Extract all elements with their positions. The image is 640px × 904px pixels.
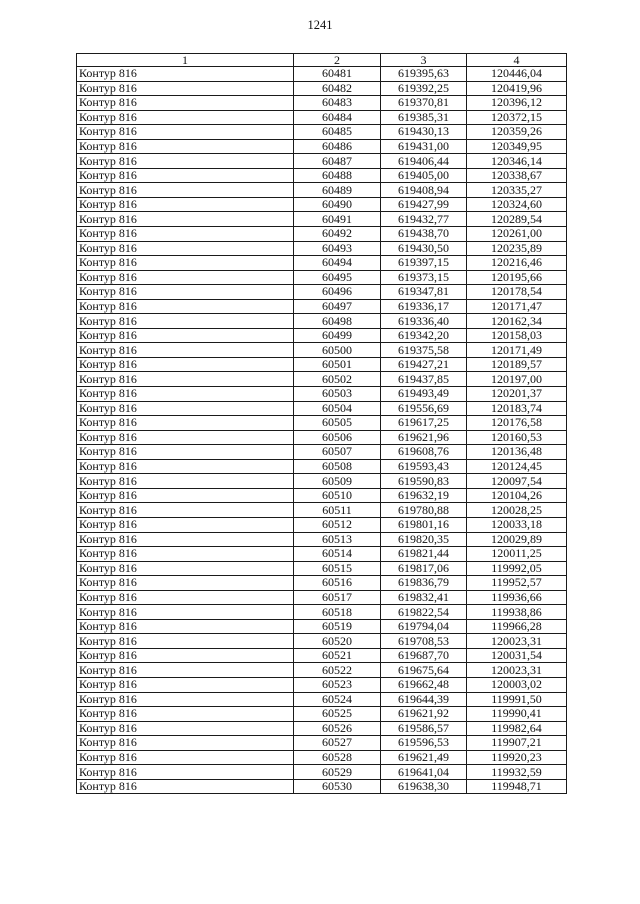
point-number-cell: 60519 xyxy=(294,619,381,634)
contour-name-cell: Контур 816 xyxy=(77,474,294,489)
x-coordinate-cell: 619430,13 xyxy=(381,125,467,140)
x-coordinate-cell: 619438,70 xyxy=(381,227,467,242)
point-number-cell: 60517 xyxy=(294,590,381,605)
x-coordinate-cell: 619641,04 xyxy=(381,765,467,780)
point-number-cell: 60518 xyxy=(294,605,381,620)
table-header-row xyxy=(77,54,567,67)
contour-name-cell: Контур 816 xyxy=(77,765,294,780)
table-row xyxy=(77,721,567,736)
table-row xyxy=(77,474,567,489)
y-coordinate-cell: 119990,41 xyxy=(467,707,567,722)
point-number-cell: 60500 xyxy=(294,343,381,358)
x-coordinate-cell: 619397,15 xyxy=(381,256,467,271)
table-row xyxy=(77,270,567,285)
point-number-cell: 60483 xyxy=(294,96,381,111)
point-number-cell: 60485 xyxy=(294,125,381,140)
table-row xyxy=(77,561,567,576)
contour-name-cell: Контур 816 xyxy=(77,343,294,358)
point-number-cell: 60521 xyxy=(294,648,381,663)
y-coordinate-cell: 120011,25 xyxy=(467,547,567,562)
x-coordinate-cell: 619820,35 xyxy=(381,532,467,547)
contour-name-cell: Контур 816 xyxy=(77,125,294,140)
table-row xyxy=(77,67,567,82)
contour-name-cell: Контур 816 xyxy=(77,81,294,96)
y-coordinate-cell: 120195,66 xyxy=(467,270,567,285)
x-coordinate-cell: 619395,63 xyxy=(381,67,467,82)
contour-name-cell: Контур 816 xyxy=(77,503,294,518)
contour-name-cell: Контур 816 xyxy=(77,561,294,576)
coordinates-table xyxy=(76,53,567,794)
point-number-cell: 60494 xyxy=(294,256,381,271)
table-row xyxy=(77,576,567,591)
contour-name-cell: Контур 816 xyxy=(77,241,294,256)
contour-name-cell: Контур 816 xyxy=(77,488,294,503)
point-number-cell: 60491 xyxy=(294,212,381,227)
table-row xyxy=(77,779,567,794)
contour-name-cell: Контур 816 xyxy=(77,256,294,271)
table-row xyxy=(77,401,567,416)
point-number-cell: 60512 xyxy=(294,517,381,532)
contour-name-cell: Контур 816 xyxy=(77,372,294,387)
point-number-cell: 60522 xyxy=(294,663,381,678)
x-coordinate-cell: 619836,79 xyxy=(381,576,467,591)
x-coordinate-cell: 619801,16 xyxy=(381,517,467,532)
table-row xyxy=(77,590,567,605)
contour-name-cell: Контур 816 xyxy=(77,430,294,445)
contour-name-cell: Контур 816 xyxy=(77,663,294,678)
contour-name-cell: Контур 816 xyxy=(77,677,294,692)
y-coordinate-cell: 120031,54 xyxy=(467,648,567,663)
table-row xyxy=(77,343,567,358)
y-coordinate-cell: 120335,27 xyxy=(467,183,567,198)
point-number-cell: 60490 xyxy=(294,197,381,212)
y-coordinate-cell: 120346,14 xyxy=(467,154,567,169)
contour-name-cell: Контур 816 xyxy=(77,445,294,460)
x-coordinate-cell: 619375,58 xyxy=(381,343,467,358)
x-coordinate-cell: 619822,54 xyxy=(381,605,467,620)
point-number-cell: 60486 xyxy=(294,139,381,154)
y-coordinate-cell: 120197,00 xyxy=(467,372,567,387)
contour-name-cell: Контур 816 xyxy=(77,183,294,198)
contour-name-cell: Контур 816 xyxy=(77,357,294,372)
point-number-cell: 60508 xyxy=(294,459,381,474)
x-coordinate-cell: 619608,76 xyxy=(381,445,467,460)
point-number-cell: 60525 xyxy=(294,707,381,722)
contour-name-cell: Контур 816 xyxy=(77,96,294,111)
point-number-cell: 60516 xyxy=(294,576,381,591)
contour-name-cell: Контур 816 xyxy=(77,707,294,722)
table-row xyxy=(77,445,567,460)
y-coordinate-cell: 120104,26 xyxy=(467,488,567,503)
x-coordinate-cell: 619427,21 xyxy=(381,357,467,372)
point-number-cell: 60504 xyxy=(294,401,381,416)
table-row xyxy=(77,517,567,532)
table-row xyxy=(77,430,567,445)
table-row xyxy=(77,197,567,212)
contour-name-cell: Контур 816 xyxy=(77,168,294,183)
y-coordinate-cell: 119952,57 xyxy=(467,576,567,591)
point-number-cell: 60498 xyxy=(294,314,381,329)
contour-name-cell: Контур 816 xyxy=(77,590,294,605)
table-row xyxy=(77,547,567,562)
contour-name-cell: Контур 816 xyxy=(77,401,294,416)
y-coordinate-cell: 120349,95 xyxy=(467,139,567,154)
point-number-cell: 60524 xyxy=(294,692,381,707)
x-coordinate-cell: 619432,77 xyxy=(381,212,467,227)
y-coordinate-cell: 119948,71 xyxy=(467,779,567,794)
y-coordinate-cell: 119992,05 xyxy=(467,561,567,576)
y-coordinate-cell: 120033,18 xyxy=(467,517,567,532)
y-coordinate-cell: 120178,54 xyxy=(467,285,567,300)
column-header-4: 4 xyxy=(467,54,567,67)
y-coordinate-cell: 120136,48 xyxy=(467,445,567,460)
y-coordinate-cell: 120324,60 xyxy=(467,197,567,212)
contour-name-cell: Контур 816 xyxy=(77,619,294,634)
contour-name-cell: Контур 816 xyxy=(77,314,294,329)
page-number: 1241 xyxy=(307,18,333,32)
y-coordinate-cell: 119936,66 xyxy=(467,590,567,605)
y-coordinate-cell: 120201,37 xyxy=(467,387,567,402)
x-coordinate-cell: 619621,49 xyxy=(381,750,467,765)
x-coordinate-cell: 619621,92 xyxy=(381,707,467,722)
y-coordinate-cell: 120183,74 xyxy=(467,401,567,416)
x-coordinate-cell: 619780,88 xyxy=(381,503,467,518)
x-coordinate-cell: 619617,25 xyxy=(381,416,467,431)
point-number-cell: 60499 xyxy=(294,328,381,343)
contour-name-cell: Контур 816 xyxy=(77,459,294,474)
y-coordinate-cell: 120289,54 xyxy=(467,212,567,227)
contour-name-cell: Контур 816 xyxy=(77,110,294,125)
table-row xyxy=(77,692,567,707)
table-row xyxy=(77,707,567,722)
y-coordinate-cell: 120261,00 xyxy=(467,227,567,242)
y-coordinate-cell: 120176,58 xyxy=(467,416,567,431)
table-row xyxy=(77,488,567,503)
x-coordinate-cell: 619586,57 xyxy=(381,721,467,736)
x-coordinate-cell: 619493,49 xyxy=(381,387,467,402)
x-coordinate-cell: 619427,99 xyxy=(381,197,467,212)
table-row xyxy=(77,387,567,402)
contour-name-cell: Контур 816 xyxy=(77,576,294,591)
x-coordinate-cell: 619644,39 xyxy=(381,692,467,707)
y-coordinate-cell: 119932,59 xyxy=(467,765,567,780)
y-coordinate-cell: 120160,53 xyxy=(467,430,567,445)
point-number-cell: 60528 xyxy=(294,750,381,765)
x-coordinate-cell: 619430,50 xyxy=(381,241,467,256)
table-row xyxy=(77,765,567,780)
y-coordinate-cell: 119966,28 xyxy=(467,619,567,634)
table-row xyxy=(77,677,567,692)
y-coordinate-cell: 120171,49 xyxy=(467,343,567,358)
column-header-2: 2 xyxy=(294,54,381,67)
contour-name-cell: Контур 816 xyxy=(77,270,294,285)
x-coordinate-cell: 619342,20 xyxy=(381,328,467,343)
contour-name-cell: Контур 816 xyxy=(77,285,294,300)
y-coordinate-cell: 120446,04 xyxy=(467,67,567,82)
y-coordinate-cell: 119991,50 xyxy=(467,692,567,707)
y-coordinate-cell: 119920,23 xyxy=(467,750,567,765)
table-row xyxy=(77,634,567,649)
x-coordinate-cell: 619593,43 xyxy=(381,459,467,474)
point-number-cell: 60495 xyxy=(294,270,381,285)
contour-name-cell: Контур 816 xyxy=(77,416,294,431)
x-coordinate-cell: 619373,15 xyxy=(381,270,467,285)
point-number-cell: 60503 xyxy=(294,387,381,402)
point-number-cell: 60509 xyxy=(294,474,381,489)
table-row xyxy=(77,459,567,474)
point-number-cell: 60482 xyxy=(294,81,381,96)
table-row xyxy=(77,314,567,329)
table-row xyxy=(77,750,567,765)
x-coordinate-cell: 619638,30 xyxy=(381,779,467,794)
point-number-cell: 60529 xyxy=(294,765,381,780)
point-number-cell: 60497 xyxy=(294,299,381,314)
contour-name-cell: Контур 816 xyxy=(77,605,294,620)
point-number-cell: 60507 xyxy=(294,445,381,460)
y-coordinate-cell: 120124,45 xyxy=(467,459,567,474)
point-number-cell: 60496 xyxy=(294,285,381,300)
table-row xyxy=(77,357,567,372)
point-number-cell: 60520 xyxy=(294,634,381,649)
contour-name-cell: Контур 816 xyxy=(77,197,294,212)
point-number-cell: 60489 xyxy=(294,183,381,198)
table-row xyxy=(77,503,567,518)
point-number-cell: 60481 xyxy=(294,67,381,82)
y-coordinate-cell: 120396,12 xyxy=(467,96,567,111)
x-coordinate-cell: 619687,70 xyxy=(381,648,467,663)
x-coordinate-cell: 619662,48 xyxy=(381,677,467,692)
point-number-cell: 60511 xyxy=(294,503,381,518)
contour-name-cell: Контур 816 xyxy=(77,212,294,227)
point-number-cell: 60527 xyxy=(294,736,381,751)
x-coordinate-cell: 619437,85 xyxy=(381,372,467,387)
x-coordinate-cell: 619405,00 xyxy=(381,168,467,183)
table-row xyxy=(77,663,567,678)
point-number-cell: 60493 xyxy=(294,241,381,256)
contour-name-cell: Контур 816 xyxy=(77,139,294,154)
point-number-cell: 60514 xyxy=(294,547,381,562)
point-number-cell: 60515 xyxy=(294,561,381,576)
table-row xyxy=(77,241,567,256)
table-row xyxy=(77,139,567,154)
contour-name-cell: Контур 816 xyxy=(77,67,294,82)
x-coordinate-cell: 619408,94 xyxy=(381,183,467,198)
table-row xyxy=(77,183,567,198)
table-row xyxy=(77,81,567,96)
column-header-1: 1 xyxy=(77,54,294,67)
x-coordinate-cell: 619590,83 xyxy=(381,474,467,489)
point-number-cell: 60513 xyxy=(294,532,381,547)
contour-name-cell: Контур 816 xyxy=(77,532,294,547)
y-coordinate-cell: 119982,64 xyxy=(467,721,567,736)
x-coordinate-cell: 619370,81 xyxy=(381,96,467,111)
y-coordinate-cell: 120003,02 xyxy=(467,677,567,692)
point-number-cell: 60501 xyxy=(294,357,381,372)
point-number-cell: 60492 xyxy=(294,227,381,242)
y-coordinate-cell: 120023,31 xyxy=(467,663,567,678)
table-row xyxy=(77,372,567,387)
x-coordinate-cell: 619708,53 xyxy=(381,634,467,649)
contour-name-cell: Контур 816 xyxy=(77,517,294,532)
contour-name-cell: Контур 816 xyxy=(77,547,294,562)
y-coordinate-cell: 120162,34 xyxy=(467,314,567,329)
y-coordinate-cell: 120359,26 xyxy=(467,125,567,140)
point-number-cell: 60502 xyxy=(294,372,381,387)
point-number-cell: 60506 xyxy=(294,430,381,445)
point-number-cell: 60488 xyxy=(294,168,381,183)
contour-name-cell: Контур 816 xyxy=(77,750,294,765)
contour-name-cell: Контур 816 xyxy=(77,648,294,663)
x-coordinate-cell: 619406,44 xyxy=(381,154,467,169)
table-row xyxy=(77,605,567,620)
x-coordinate-cell: 619336,40 xyxy=(381,314,467,329)
x-coordinate-cell: 619392,25 xyxy=(381,81,467,96)
table-row xyxy=(77,328,567,343)
table-row xyxy=(77,256,567,271)
point-number-cell: 60484 xyxy=(294,110,381,125)
x-coordinate-cell: 619817,06 xyxy=(381,561,467,576)
x-coordinate-cell: 619336,17 xyxy=(381,299,467,314)
contour-name-cell: Контур 816 xyxy=(77,634,294,649)
contour-name-cell: Контур 816 xyxy=(77,154,294,169)
table-row xyxy=(77,299,567,314)
y-coordinate-cell: 120029,89 xyxy=(467,532,567,547)
contour-name-cell: Контур 816 xyxy=(77,736,294,751)
table-row xyxy=(77,154,567,169)
x-coordinate-cell: 619385,31 xyxy=(381,110,467,125)
x-coordinate-cell: 619347,81 xyxy=(381,285,467,300)
y-coordinate-cell: 120338,67 xyxy=(467,168,567,183)
x-coordinate-cell: 619821,44 xyxy=(381,547,467,562)
y-coordinate-cell: 120216,46 xyxy=(467,256,567,271)
x-coordinate-cell: 619794,04 xyxy=(381,619,467,634)
y-coordinate-cell: 120419,96 xyxy=(467,81,567,96)
contour-name-cell: Контур 816 xyxy=(77,299,294,314)
x-coordinate-cell: 619675,64 xyxy=(381,663,467,678)
table-row xyxy=(77,168,567,183)
y-coordinate-cell: 119907,21 xyxy=(467,736,567,751)
x-coordinate-cell: 619632,19 xyxy=(381,488,467,503)
table-row xyxy=(77,532,567,547)
table-row xyxy=(77,285,567,300)
table-row xyxy=(77,96,567,111)
table-row xyxy=(77,416,567,431)
table-row xyxy=(77,110,567,125)
y-coordinate-cell: 119938,86 xyxy=(467,605,567,620)
contour-name-cell: Контур 816 xyxy=(77,779,294,794)
column-header-3: 3 xyxy=(381,54,467,67)
point-number-cell: 60487 xyxy=(294,154,381,169)
contour-name-cell: Контур 816 xyxy=(77,692,294,707)
y-coordinate-cell: 120189,57 xyxy=(467,357,567,372)
table-row xyxy=(77,619,567,634)
contour-name-cell: Контур 816 xyxy=(77,227,294,242)
x-coordinate-cell: 619431,00 xyxy=(381,139,467,154)
contour-name-cell: Контур 816 xyxy=(77,721,294,736)
y-coordinate-cell: 120028,25 xyxy=(467,503,567,518)
y-coordinate-cell: 120235,89 xyxy=(467,241,567,256)
contour-name-cell: Контур 816 xyxy=(77,328,294,343)
table-row xyxy=(77,212,567,227)
point-number-cell: 60523 xyxy=(294,677,381,692)
table-row xyxy=(77,736,567,751)
x-coordinate-cell: 619621,96 xyxy=(381,430,467,445)
point-number-cell: 60505 xyxy=(294,416,381,431)
y-coordinate-cell: 120097,54 xyxy=(467,474,567,489)
point-number-cell: 60510 xyxy=(294,488,381,503)
table-row xyxy=(77,125,567,140)
y-coordinate-cell: 120158,03 xyxy=(467,328,567,343)
table-row xyxy=(77,227,567,242)
y-coordinate-cell: 120171,47 xyxy=(467,299,567,314)
y-coordinate-cell: 120372,15 xyxy=(467,110,567,125)
contour-name-cell: Контур 816 xyxy=(77,387,294,402)
x-coordinate-cell: 619596,53 xyxy=(381,736,467,751)
point-number-cell: 60530 xyxy=(294,779,381,794)
point-number-cell: 60526 xyxy=(294,721,381,736)
x-coordinate-cell: 619556,69 xyxy=(381,401,467,416)
table-row xyxy=(77,648,567,663)
x-coordinate-cell: 619832,41 xyxy=(381,590,467,605)
y-coordinate-cell: 120023,31 xyxy=(467,634,567,649)
